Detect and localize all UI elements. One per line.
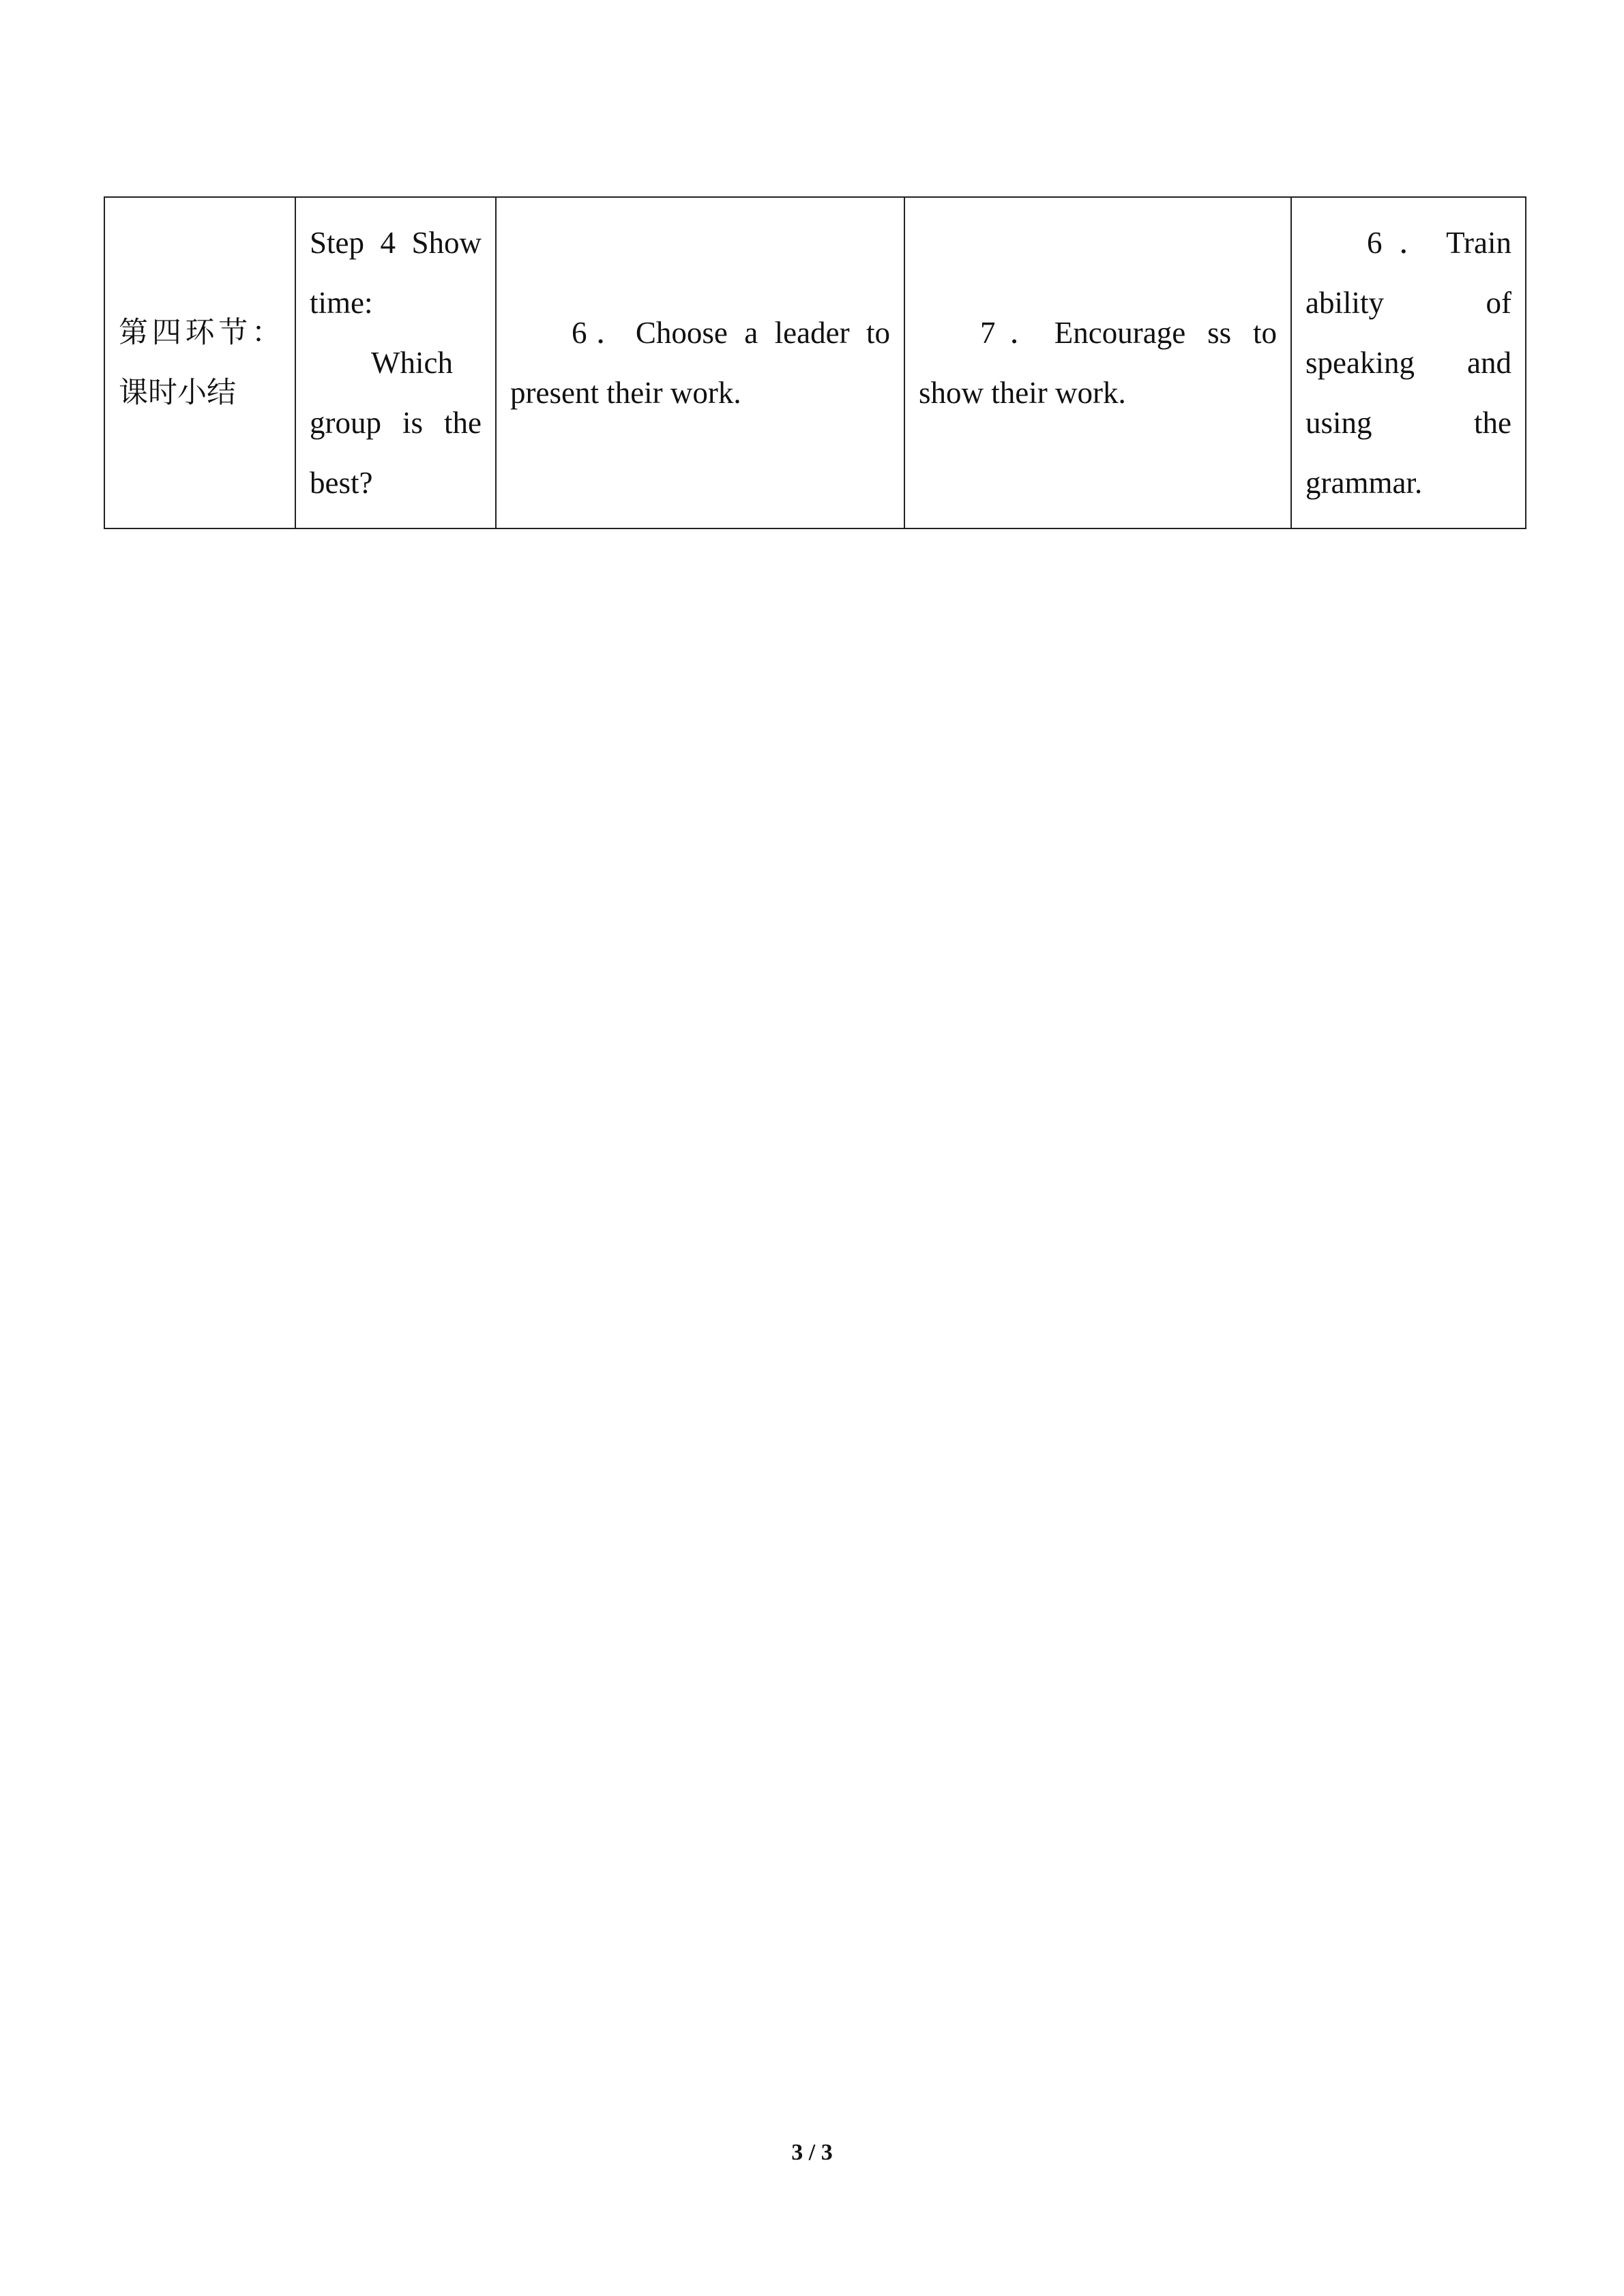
teacher-activity-text: 7．Encourage ss to show their work. (919, 316, 1277, 410)
teacher-activity-cell (904, 197, 1291, 528)
student-activity-cell (496, 197, 904, 528)
stage-label: 第四环节：课时小结 (119, 316, 281, 410)
page-number: 3 / 3 (791, 2140, 833, 2165)
student-activity-text: 6．Choose a leader to present their work. (510, 316, 890, 410)
purpose-cell (1291, 197, 1526, 528)
purpose-text: 6．Train ability of speaking and using the grammar. (1305, 226, 1511, 500)
table-row (104, 197, 1526, 528)
stage-cell (104, 197, 295, 528)
step-cell (295, 197, 496, 528)
step-title: Step 4 Show time: (310, 226, 482, 320)
lesson-plan-table (104, 196, 1526, 529)
step-question: Which group is the best? (310, 346, 482, 500)
